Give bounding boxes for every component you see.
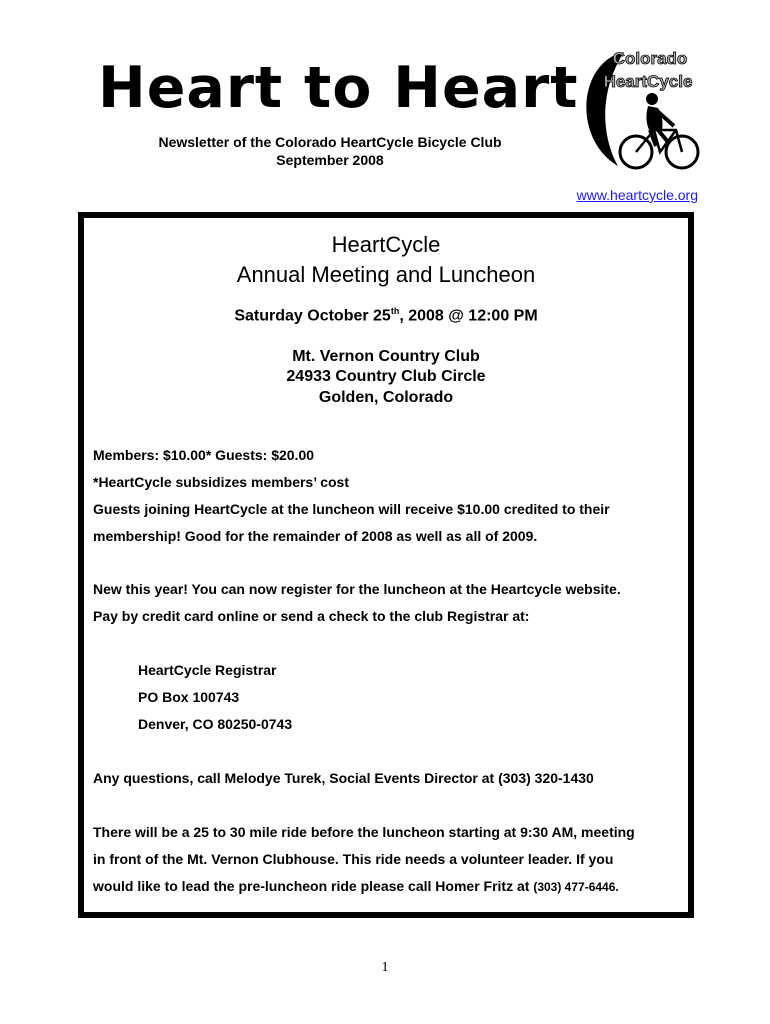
cyclist-icon [620,93,698,168]
registrar-po-box: PO Box 100743 [138,689,240,705]
registrar-name: HeartCycle Registrar [138,662,277,678]
page-number: 1 [381,960,389,975]
ride-contact-phone: (303) 477-6446. [533,880,619,894]
guests-text-1: Guests joining HeartCycle at the luncheon will receive $10.00 credited to their [93,501,610,517]
notice-heading-org: HeartCycle [331,232,441,257]
logo-crescent-shape [586,52,624,166]
newsletter-title: Heart to Heart [98,55,579,121]
logo-text-colorado: Colorado [612,49,688,68]
venue-street: 24933 Country Club Circle [286,368,486,385]
luncheon-notice-box [78,212,694,918]
subsidy-note: *HeartCycle subsidizes members’ cost [93,474,350,490]
website-link[interactable]: www.heartcycle.org [576,187,698,203]
guests-text-2: membership! Good for the remainder of 2008 as well as all of 2009. [93,528,538,544]
questions-text: Any questions, call Melodye Turek, Social Events Director at (303) 320-1430 [93,770,594,786]
register-text-1: New this year! You can now register for the luncheon at the Heartcycle website. [93,581,621,597]
venue-city: Golden, Colorado [318,389,454,406]
ride-text-2: in front of the Mt. Vernon Clubhouse. This ride needs a volunteer leader. If you [93,851,614,867]
ride-text-1: There will be a 25 to 30 mile ride before the luncheon starting at 9:30 AM, meeting [93,824,635,840]
register-text-2: Pay by credit card online or send a check to the club Registrar at: [93,608,530,624]
newsletter-subtitle: Newsletter of the Colorado HeartCycle Bicycle Club [158,134,502,150]
notice-heading-event: Annual Meeting and Luncheon [236,262,536,287]
event-date: Saturday October 25th, 2008 @ 12:00 PM [234,306,538,325]
venue-name: Mt. Vernon Country Club [292,348,480,365]
price-text: Members: $10.00* Guests: $20.00 [93,447,315,463]
ride-text-3: would like to lead the pre-luncheon ride please call Homer Fritz at (303) 477-6446. [93,878,619,894]
logo-text-heartcycle: HeartCycle [603,72,693,91]
registrar-city: Denver, CO 80250-0743 [138,716,293,732]
newsletter-date: September 2008 [276,152,384,168]
heartcycle-logo [578,44,703,184]
